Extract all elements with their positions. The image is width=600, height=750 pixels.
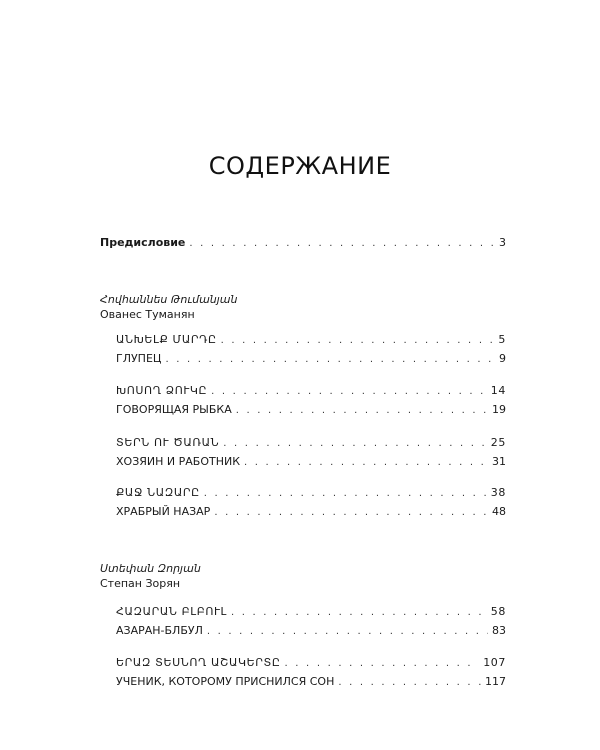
toc-entry-label: ՀԱԶԱՐԱՆ ԲԼԲՈՒԼ	[116, 605, 227, 618]
leader-dots	[165, 353, 495, 367]
toc-entry-russian[interactable]	[116, 352, 506, 367]
toc-entry-russian[interactable]	[116, 403, 506, 418]
toc-entry-armenian[interactable]	[116, 656, 506, 671]
toc-entry-page: 14	[490, 384, 506, 397]
toc-entry-label: ՏԵՐՆ ՈՒ ԾԱՌԱՆ	[116, 436, 220, 449]
toc-entry-label: ХОЗЯИН И РАБОТНИК	[116, 455, 241, 468]
toc-entry-page: 117	[485, 675, 506, 688]
leader-dots	[223, 437, 487, 451]
toc-entry-russian[interactable]	[116, 675, 506, 690]
leader-dots	[221, 334, 495, 348]
author-armenian: Հովհաննես Թումանյան	[100, 293, 238, 306]
toc-entry-label: ГОВОРЯЩАЯ РЫБКА	[116, 403, 232, 416]
toc-entry-armenian[interactable]	[116, 333, 506, 348]
page-title: СОДЕРЖАНИЕ	[208, 152, 392, 180]
toc-entry-page: 19	[492, 403, 506, 416]
toc-entry-page: 31	[492, 455, 506, 468]
toc-entry-page: 83	[492, 624, 506, 637]
toc-entry-label: ԽՈՍՈՂ ՁՈՒԿԸ	[116, 384, 208, 397]
leader-dots	[214, 506, 488, 520]
toc-entry-russian[interactable]	[116, 505, 506, 520]
toc-entry-label: ԱՆԽԵԼՔ ՄԱՐԴԸ	[116, 333, 217, 346]
author-armenian: Ստեփան Զորյան	[100, 562, 201, 575]
toc-entry-label: АЗАРАН-БЛБУЛ	[116, 624, 203, 637]
toc-entry-label: ՔԱՋ ՆԱԶԱՐԸ	[116, 486, 200, 499]
toc-entry-armenian[interactable]	[116, 384, 506, 399]
leader-dots	[189, 237, 495, 251]
leader-dots	[211, 385, 487, 399]
toc-entry-page: 5	[498, 333, 506, 346]
toc-entry-page: 48	[492, 505, 506, 518]
leader-dots	[236, 404, 488, 418]
leader-dots	[285, 657, 480, 671]
author-russian: Ованес Туманян	[100, 308, 195, 321]
toc-entry-armenian[interactable]	[116, 436, 506, 451]
toc-entry-armenian[interactable]	[116, 605, 506, 620]
toc-entry-page: 38	[490, 486, 506, 499]
toc-entry-russian[interactable]	[116, 455, 506, 470]
toc-entry-label: ХРАБРЫЙ НАЗАР	[116, 505, 211, 518]
toc-entry-page: 9	[499, 352, 506, 365]
toc-entry-label: ГЛУПЕЦ	[116, 352, 162, 365]
leader-dots	[231, 606, 487, 620]
leader-dots	[207, 625, 488, 639]
leader-dots	[204, 487, 487, 501]
toc-entry-preface[interactable]	[100, 236, 506, 251]
toc-entry-armenian[interactable]	[116, 486, 506, 501]
toc-entry-label: ԵՐԱԶ ՏԵՍՆՈՂ ԱՇԱԿԵՐՏԸ	[116, 656, 281, 669]
toc-entry-label: Предисловие	[100, 236, 186, 249]
toc-entry-russian[interactable]	[116, 624, 506, 639]
leader-dots	[338, 676, 481, 690]
toc-entry-page: 58	[490, 605, 506, 618]
toc-entry-label: УЧЕНИК, КОТОРОМУ ПРИСНИЛСЯ СОН	[116, 675, 335, 688]
author-russian: Степан Зорян	[100, 577, 181, 590]
toc-entry-page: 25	[490, 436, 506, 449]
toc-entry-page: 3	[499, 236, 506, 249]
toc-entry-page: 107	[483, 656, 506, 669]
leader-dots	[244, 456, 488, 470]
